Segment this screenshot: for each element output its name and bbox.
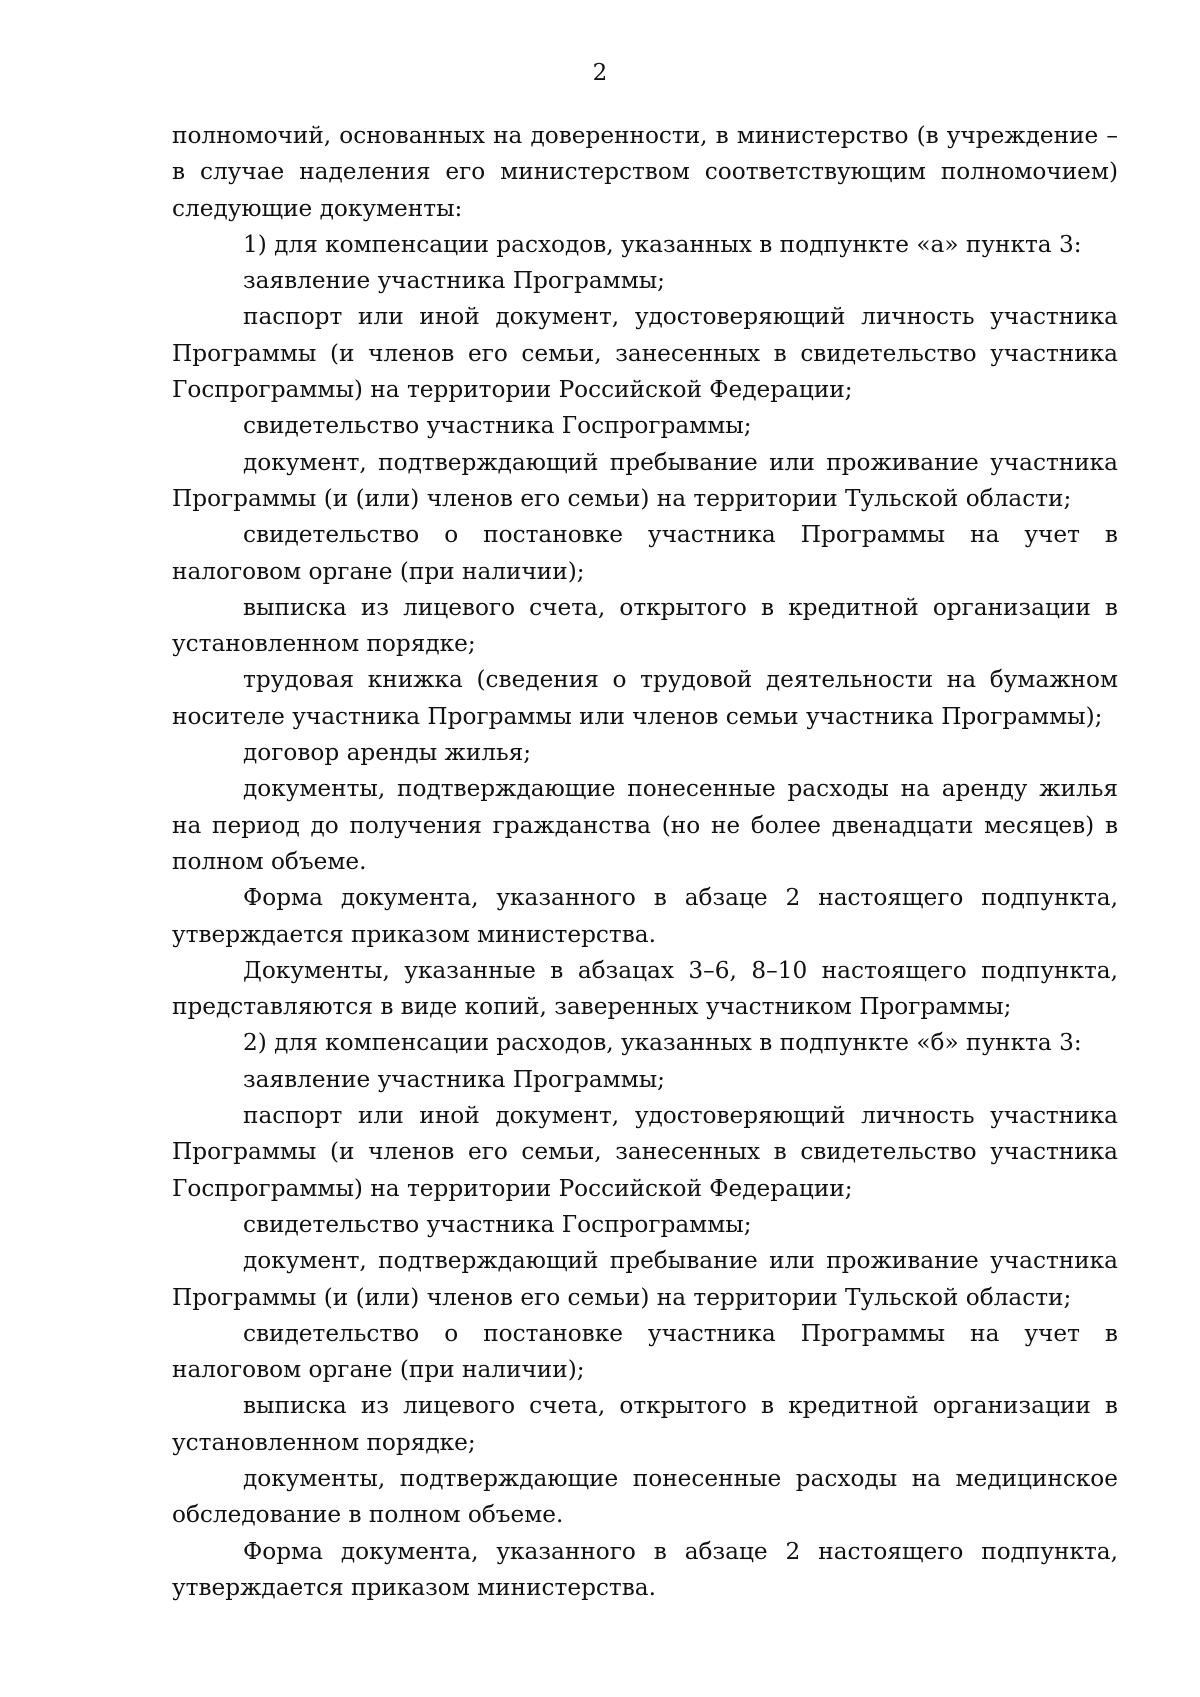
paragraph: трудовая книжка (сведения о трудовой деятельности на бумажном носителе участника Программы или членов семьи участника Программы);	[172, 666, 1118, 730]
paragraph: заявление участника Программы;	[243, 267, 665, 295]
document-body	[172, 118, 1118, 1606]
paragraph: свидетельство участника Госпрограммы;	[243, 1210, 752, 1238]
paragraph: паспорт или иной документ, удостоверяющий личность участника Программы (и членов его семьи, занесенных в свидетельство участника Госпрограммы) на территории Российской Федерации;	[172, 1102, 1118, 1202]
paragraph: заявление участника Программы;	[243, 1065, 665, 1093]
page-number: 2	[592, 60, 608, 86]
paragraph: Документы, указанные в абзацах 3–6, 8–10 настоящего подпункта, представляются в виде копий, заверенных участником Программы;	[172, 956, 1118, 1021]
paragraph: паспорт или иной документ, удостоверяющий личность участника Программы (и членов его семьи, занесенных в свидетельство участника Госпрограммы) на территории Российской Федерации;	[172, 303, 1118, 404]
paragraph: документы, подтверждающие понесенные расходы на медицинское обследование в полном объеме.	[172, 1464, 1118, 1529]
paragraph: документ, подтверждающий пребывание или проживание участника Программы (и (или) членов его семьи) на территории Тульской области;	[172, 1247, 1118, 1311]
paragraph-continuation: полномочий, основанных на доверенности, в министерство (в учреждение – в случае наделения его министерством соответствующим полномочием) следующие документы:	[172, 122, 1118, 222]
paragraph: свидетельство участника Госпрограммы;	[243, 412, 752, 440]
paragraph: выписка из лицевого счета, открытого в кредитной организации в установленном порядке;	[172, 593, 1118, 658]
paragraph: Форма документа, указанного в абзаце 2 настоящего подпункта, утверждается приказом министерства.	[172, 1537, 1118, 1601]
paragraph: Форма документа, указанного в абзаце 2 настоящего подпункта, утверждается приказом министерства.	[172, 884, 1118, 948]
paragraph: документы, подтверждающие понесенные расходы на аренду жилья на период до получения гражданства (но не более двенадцати месяцев) в полном объеме.	[172, 775, 1118, 875]
paragraph: договор аренды жилья;	[243, 739, 532, 767]
paragraph-subitem-1-heading: 1) для компенсации расходов, указанных в подпункте «а» пункта 3:	[243, 230, 1082, 258]
paragraph: свидетельство о постановке участника Программы на учет в налоговом органе (при наличии);	[172, 1319, 1118, 1384]
paragraph-subitem-2-heading: 2) для компенсации расходов, указанных в подпункте «б» пункта 3:	[243, 1029, 1082, 1057]
paragraph: документ, подтверждающий пребывание или проживание участника Программы (и (или) членов его семьи) на территории Тульской области;	[172, 448, 1118, 512]
paragraph: свидетельство о постановке участника Программы на учет в налоговом органе (при наличии);	[172, 521, 1118, 585]
paragraph: выписка из лицевого счета, открытого в кредитной организации в установленном порядке;	[172, 1392, 1118, 1456]
